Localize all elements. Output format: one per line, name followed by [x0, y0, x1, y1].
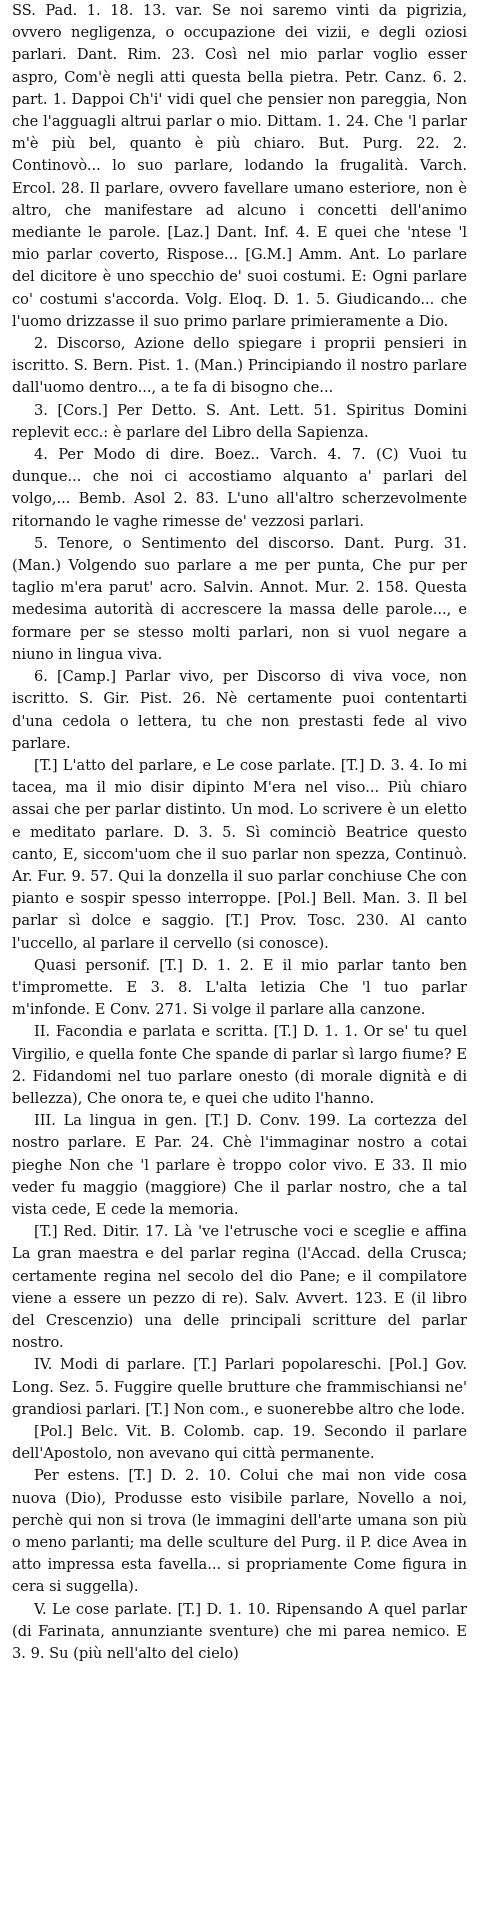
sense-2-paragraph: 2. Discorso, Azione dello spiegare i proprii pensieri in iscritto. S. Bern. Pist. 1. (Man.) Principiando il nostro parlare dall'uomo dentro..., a te fa di bisogno che...	[12, 335, 467, 397]
per-estens-paragraph: Per estens. [T.] D. 2. 10. Colui che mai non vide cosa nuova (Dio), Produsse esto visibile parlare, Novello a noi, perchè qui non si trova (le immagini dell'arte umana son più o meno parlanti; ma delle sculture del Purg. il P. dice Avea in atto impressa esta favella... si propriamente Come figura in cera si suggella).	[12, 1467, 467, 1596]
sense-5-paragraph: 5. Tenore, o Sentimento del discorso. Dant. Purg. 31. (Man.) Volgendo suo parlare a me per punta, Che pur per taglio m'era parut' acro. Salvin. Annot. Mur. 2. 158. Questa medesima autorità di accrescere la massa delle parole..., e formare per se stesso molti parlari, non si vuol negare a niuno in lingua viva.	[12, 534, 467, 663]
sense-4-paragraph: 4. Per Modo di dire. Boez.. Varch. 4. 7. (C) Vuoi tu dunque... che noi ci accostiamo alquanto a' parlari del volgo,... Bemb. Asol 2. 83. L'uno all'altro scherzevolmente ritornando le vaghe rimesse de' vezzosi parlari.	[12, 446, 467, 530]
sense-3-paragraph: 3. [Cors.] Per Detto. S. Ant. Lett. 51. Spiritus Domini replevit ecc.: è parlare del Libro della Sapienza.	[12, 401, 467, 441]
section-v-paragraph: V. Le cose parlate. [T.] D. 1. 10. Ripensando A quel parlar (di Farinata, annunziante sventure) che mi parea nemico. E 3. 9. Su (più nell'alto del cielo)	[12, 1600, 467, 1663]
quasi-personif-paragraph: Quasi personif. [T.] D. 1. 2. E il mio parlar tanto ben t'impromette. E 3. 8. L'alta letizia Che 'l tuo parlar m'infonde. E Conv. 271. Si volge il parlare alla canzone.	[12, 956, 467, 1019]
red-ditir-paragraph: [T.] Red. Ditir. 17. Là 've l'etrusche voci e sceglie e affina La gran maestra e del parlar regina (l'Accad. della Crusca; certamente regina nel secolo del dio Pane; e il compilatore viene a essere un pezzo di re). Salv. Avvert. 123. E (il libro del Crescenzio) una delle principali scritture del parlar nostro.	[12, 1223, 467, 1352]
entry-paragraph-continued: SS. Pad. 1. 18. 13. var. Se noi saremo vinti da pigrizia, ovvero negligenza, o occupazione dei vizii, e degli oziosi parlari. Dant. Rim. 23. Così nel mio parlar voglio esser aspro, Com'è negli atti questa bella pietra. Petr. Canz. 6. 2. part. 1. Dappoi Ch'i' vidi quel che pensier non pareggia, Non che l'agguagli altrui parlar o mio. Dittam. 1. 24. Che 'l parlar m'è più bel, quanto è più chiaro. But. Purg. 22. 2. Continovò... lo suo parlare, lodando la frugalità. Varch. Ercol. 28. Il parlare, ovvero favellare umano esteriore, non è altro, che manifestare ad alcuno i concetti dell'animo mediante le parole. [Laz.] Dant. Inf. 4. E quei che 'ntese 'l mio parlar coverto, Rispose... [G.M.] Amm. Ant. Lo parlare del dicitore è uno specchio de' suoi costumi. E: Ogni parlare co' costumi s'accorda. Volg. Eloq. D. 1. 5. Giudicando... che l'uomo drizzasse il suo primo parlare primieramente a Dio.	[12, 2, 467, 330]
atto-del-parlare-paragraph: [T.] L'atto del parlare, e Le cose parlate. [T.] D. 3. 4. Io mi tacea, ma il mio disir dipinto M'era nel viso... Più chiaro assai che per parlar distinto. Un mod. Lo scrivere è un eletto e meditato parlare. D. 3. 5. Sì cominciò Beatrice questo canto, E, siccom'uom che il suo parlar non spezza, Continuò. Ar. Fur. 9. 57. Qui la donzella il suo parlar conchiuse Che con pianto e sospir spesso interroppe. [Pol.] Bell. Man. 3. Il bel parlar sì dolce e saggio. [T.] Prov. Tosc. 230. Al canto l'uccello, al parlare il cervello (si conosce).	[12, 756, 467, 952]
sense-6-paragraph: 6. [Camp.] Parlar vivo, per Discorso di viva voce, non iscritto. S. Gir. Pist. 26. Nè certamente puoi contentarti d'una cedola o lettera, tu che non prestasti fede al vivo parlare.	[12, 668, 467, 752]
section-iii-paragraph: III. La lingua in gen. [T.] D. Conv. 199. La cortezza del nostro parlare. E Par. 24. Chè l'immaginar nostro a cotai pieghe Non che 'l parlare è troppo color vivo. E 33. Il mio veder fu maggio (maggiore) Che il parlar nostro, che a tal vista cede, E cede la memoria.	[12, 1112, 467, 1218]
section-iv-paragraph: IV. Modi di parlare. [T.] Parlari popolareschi. [Pol.] Gov. Long. Sez. 5. Fuggire quelle brutture che frammischiansi ne' grandiosi parlari. [T.] Non com., e suonerebbe altro che lode.	[12, 1356, 467, 1418]
belc-vit-paragraph: [Pol.] Belc. Vit. B. Colomb. cap. 19. Secondo il parlare dell'Apostolo, non avevano qui città permanente.	[12, 1423, 467, 1463]
section-ii-paragraph: II. Facondia e parlata e scritta. [T.] D. 1. 1. Or se' tu quel Virgilio, e quella fonte Che spande di parlar sì largo fiume? E 2. Fidandomi nel tuo parlare onesto (di morale dignità e di bellezza), Che onora te, e quei che udito l'hanno.	[12, 1023, 467, 1107]
